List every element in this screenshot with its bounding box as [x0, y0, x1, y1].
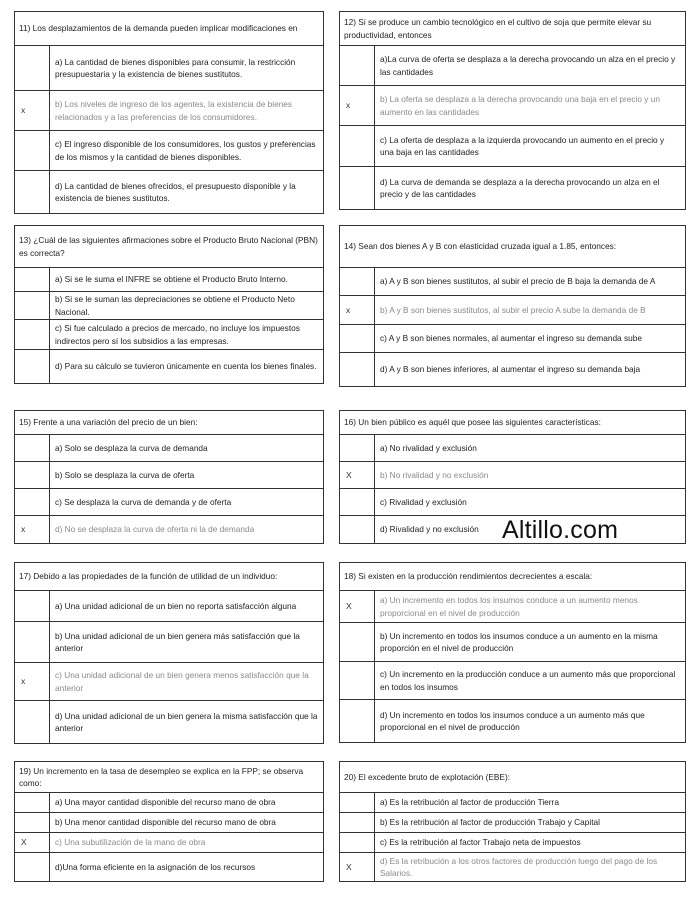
answer-row	[340, 853, 685, 881]
answer-option-text: a) Si se le suma el INFRE se obtiene el Producto Bruto Interno.	[55, 274, 288, 285]
answer-mark-cell	[340, 793, 375, 812]
answer-mark-cell: x	[15, 663, 50, 700]
answer-mark-cell	[15, 701, 50, 743]
answer-mark-cell	[15, 320, 50, 349]
answer-option-text: b) Un incremento en todos los insumos conduce a un aumento en la misma proporción en el nivel de producción	[380, 630, 658, 653]
answer-option-text: b) A y B son bienes sustitutos, al subir el precio A sube la demanda de B	[380, 304, 646, 315]
answer-option-text: a) Un incremento en todos los insumos conduce a un aumento menos proporcional en el nivel de producción	[380, 595, 638, 618]
answer-option-text: b) Si se le suman las depreciaciones se obtiene el Producto Neto Nacional.	[55, 294, 295, 317]
question-title: 16) Un bien público es aquél que posee las siguientes características:	[344, 417, 601, 428]
answer-row	[340, 700, 685, 742]
answer-row	[15, 320, 323, 350]
answer-row	[15, 663, 323, 701]
answer-option-text: c) Un incremento en la producción conduce a un aumento más que proporcional en todos los insumos	[380, 669, 676, 692]
answer-row	[340, 296, 685, 325]
answer-row	[340, 167, 685, 209]
question-header	[15, 411, 323, 435]
question-header	[15, 762, 323, 793]
answer-option-text: a) A y B son bienes sustitutos, al subir el precio de B baja la demanda de A	[380, 276, 656, 287]
question-box-13	[14, 225, 324, 384]
answer-mark-cell	[340, 813, 375, 832]
answer-option-text: c) A y B son bienes normales, al aumentar el ingreso su demanda sube	[380, 333, 642, 344]
answer-mark-cell	[15, 853, 50, 881]
answer-option-text: c) Si fue calculado a precios de mercado, no incluye los impuestos indirectos pero sí los subsidios a las empresas.	[55, 323, 300, 346]
answer-row	[340, 813, 685, 833]
answer-mark-cell: x	[15, 91, 50, 130]
answer-row	[340, 86, 685, 126]
question-header	[15, 12, 323, 46]
question-box-18	[339, 562, 686, 743]
question-box-19	[14, 761, 324, 882]
answer-mark-cell: x	[340, 296, 375, 324]
answer-option-text: b) Una unidad adicional de un bien genera más satisfacción que la anterior	[55, 630, 300, 653]
answer-row	[340, 462, 685, 489]
answer-mark-cell	[340, 662, 375, 699]
question-header	[15, 563, 323, 591]
answer-row	[340, 623, 685, 662]
answer-row	[340, 489, 685, 516]
watermark-logo: Altillo.com	[502, 516, 619, 544]
answer-row	[340, 126, 685, 167]
answer-mark-cell	[340, 516, 375, 543]
answer-mark-cell	[15, 813, 50, 832]
answer-option-text: d) Rivalidad y no exclusión	[380, 524, 479, 535]
answer-option-text: c) Una subutilización de la mano de obra	[55, 837, 206, 848]
answer-row	[15, 91, 323, 131]
answer-option-text: a) No rivalidad y exclusión	[380, 442, 477, 453]
answer-mark-cell	[340, 46, 375, 85]
answer-option-text: d)Una forma eficiente en la asignación de los recursos	[55, 861, 256, 872]
answer-option-text: d) A y B son bienes inferiores, al aumentar el ingreso su demanda baja	[380, 364, 641, 375]
answer-option-text: a)La curva de oferta se desplaza a la derecha provocando un alza en el precio y las cantidades	[380, 54, 676, 77]
answer-mark-cell	[340, 623, 375, 661]
answer-row	[15, 462, 323, 489]
answer-mark-cell	[15, 622, 50, 662]
answer-option-text: d) Un incremento en todos los insumos conduce a un aumento más que proporcional en el nivel de producción	[380, 709, 645, 732]
answer-option-text: b) Una menor cantidad disponible del recurso mano de obra	[55, 817, 276, 828]
answer-option-text: d) No se desplaza la curva de oferta ni la de demanda	[55, 524, 255, 535]
answer-option-text: b) Los niveles de ingreso de los agentes, la existencia de bienes relacionados y a las preferencias de los consumidores.	[55, 99, 293, 122]
answer-option-text: d) Una unidad adicional de un bien genera la misma satisfacción que la anterior	[55, 710, 318, 733]
question-title: 17) Debido a las propiedades de la función de utilidad de un individuo:	[19, 571, 278, 582]
answer-option-text: a) Solo se desplaza la curva de demanda	[55, 442, 208, 453]
question-title: 11) Los desplazamientos de la demanda pueden implicar modificaciones en	[19, 23, 298, 34]
answer-row	[340, 662, 685, 700]
question-box-12	[339, 11, 686, 210]
answer-option-text: b) La oferta se desplaza a la derecha provocando una baja en el precio y un aumento en las cantidades	[380, 94, 660, 117]
question-box-15	[14, 410, 324, 544]
answer-row	[15, 591, 323, 622]
question-box-14	[339, 225, 686, 387]
answer-option-text: a) Una unidad adicional de un bien no reporta satisfacción alguna	[55, 600, 297, 611]
answer-mark-cell	[340, 489, 375, 515]
answer-mark-cell: X	[340, 591, 375, 622]
question-title: 14) Sean dos bienes A y B con elasticidad cruzada igual a 1.85, entonces:	[344, 241, 617, 252]
answer-row	[340, 325, 685, 353]
answer-option-text: d) La curva de demanda se desplaza a la derecha provocando un alza en el precio y de las cantidades	[380, 176, 660, 199]
answer-option-text: b) No rivalidad y no exclusión	[380, 469, 489, 480]
question-title: 19) Un incremento en la tasa de desempleo se explica en la FPP; se observa como:	[19, 765, 304, 788]
answer-row	[340, 268, 685, 296]
answer-mark-cell: X	[340, 462, 375, 488]
answer-option-text: c) Es la retribución al factor Trabajo neta de impuestos	[380, 837, 581, 848]
answer-row	[15, 793, 323, 813]
answer-mark-cell	[340, 435, 375, 461]
answer-row	[15, 813, 323, 833]
answer-mark-cell	[340, 353, 375, 386]
answer-mark-cell	[340, 126, 375, 166]
answer-option-text: c) Rivalidad y exclusión	[380, 496, 467, 507]
answer-option-text: c) La oferta de desplaza a la izquierda provocando un aumento en el precio y una baja en las cantidades	[380, 134, 665, 157]
answer-mark-cell	[15, 462, 50, 488]
answer-option-text: c) Se desplaza la curva de demanda y de oferta	[55, 496, 232, 507]
answer-row	[340, 833, 685, 853]
question-title: 18) Si existen en la producción rendimientos decrecientes a escala:	[344, 571, 593, 582]
answer-mark-cell: x	[15, 516, 50, 543]
answer-option-text: d) La cantidad de bienes ofrecidos, el presupuesto disponible y la existencia de bienes sustitutos.	[55, 180, 296, 203]
question-header	[15, 226, 323, 268]
question-title: 13) ¿Cuál de las siguientes afirmaciones sobre el Producto Bruto Nacional (PBN) es correcta?	[19, 235, 318, 258]
answer-option-text: d) Para su cálculo se tuvieron únicamente en cuenta los bienes finales.	[55, 361, 317, 372]
answer-row	[15, 489, 323, 516]
answer-option-text: b) Solo se desplaza la curva de oferta	[55, 469, 195, 480]
question-header	[340, 563, 685, 591]
answer-mark-cell	[15, 350, 50, 383]
answer-row	[340, 435, 685, 462]
answer-option-text: d) Es la retribución a los otros factores de producción luego del pago de los Salarios.	[380, 855, 658, 878]
question-header	[340, 411, 685, 435]
answer-row	[340, 793, 685, 813]
answer-row	[15, 171, 323, 213]
answer-row	[15, 516, 323, 543]
answer-option-text: a) Una mayor cantidad disponible del recurso mano de obra	[55, 797, 276, 808]
answer-row	[15, 435, 323, 462]
answer-option-text: c) El ingreso disponible de los consumidores, los gustos y preferencias de los mismos y la cantidad de bienes disponibles.	[55, 139, 316, 162]
answer-option-text: a) La cantidad de bienes disponibles para consumir, la restricción presupuestaria y la existencia de bienes sustitutos.	[55, 56, 296, 79]
question-box-11	[14, 11, 324, 214]
answer-mark-cell	[340, 833, 375, 852]
answer-row	[15, 853, 323, 881]
question-title: 12) Si se produce un cambio tecnológico en el cultivo de soja que permite elevar su productividad, entonces	[344, 17, 652, 40]
answer-option-text: a) Es la retribución al factor de producción Tierra	[380, 797, 559, 808]
question-header	[340, 12, 685, 46]
answer-row	[15, 701, 323, 743]
answer-mark-cell	[340, 700, 375, 742]
answer-mark-cell	[15, 793, 50, 812]
answer-row	[340, 353, 685, 386]
answer-mark-cell	[340, 268, 375, 295]
answer-mark-cell	[15, 435, 50, 461]
answer-row	[15, 268, 323, 292]
answer-option-text: b) Es la retribución al factor de producción Trabajo y Capital	[380, 817, 600, 828]
answer-mark-cell	[15, 46, 50, 90]
answer-mark-cell: x	[340, 86, 375, 125]
answer-mark-cell: X	[15, 833, 50, 852]
question-header	[340, 762, 685, 793]
answer-mark-cell	[340, 167, 375, 209]
answer-row	[340, 46, 685, 86]
answer-mark-cell: X	[340, 853, 375, 881]
question-header	[340, 226, 685, 268]
answer-mark-cell	[15, 292, 50, 319]
answer-row	[15, 350, 323, 383]
question-box-20	[339, 761, 686, 882]
answer-mark-cell	[340, 325, 375, 352]
answer-row	[15, 46, 323, 91]
answer-mark-cell	[15, 268, 50, 291]
question-title: 20) El excedente bruto de explotación (EBE):	[344, 771, 511, 782]
answer-mark-cell	[15, 489, 50, 515]
question-title: 15) Frente a una variación del precio de un bien:	[19, 417, 198, 428]
answer-row	[15, 833, 323, 853]
answer-row	[15, 622, 323, 663]
answer-row	[15, 131, 323, 171]
answer-mark-cell	[15, 171, 50, 213]
question-box-17	[14, 562, 324, 744]
answer-option-text: c) Una unidad adicional de un bien genera menos satisfacción que la anterior	[55, 670, 309, 693]
answer-mark-cell	[15, 131, 50, 170]
answer-mark-cell	[15, 591, 50, 621]
answer-row	[340, 591, 685, 623]
answer-row	[15, 292, 323, 320]
